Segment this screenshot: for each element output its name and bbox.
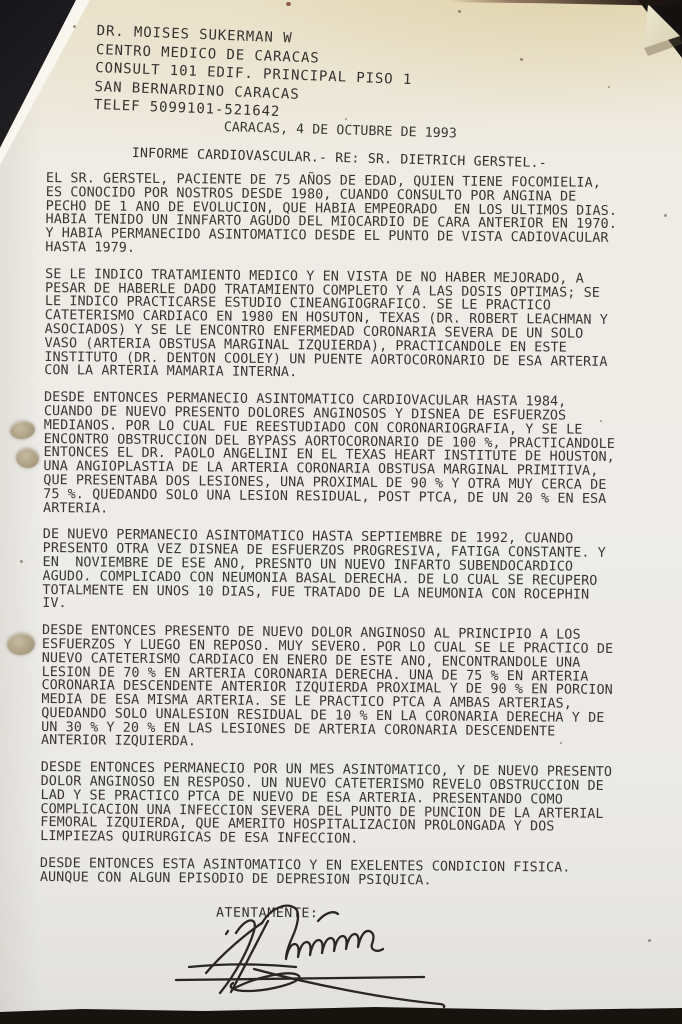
report-paragraph: DESDE ENTONCES ESTA ASINTOMATICO Y EN EXELENTES CONDICION FISICA. AUNQUE CON ALGUN EPISODIO DE DEPRESION PSIQUICA. (39, 856, 571, 889)
report-paragraph: DESDE ENTONCES PERMANECIO ASINTOMATICO CARDIOVACULAR HASTA 1984, CUANDO DE NUEVO PRESENTO DOLORES ANGINOSOS Y DISNEA DE ESFUERZOS MEDIANOS. POR LO CUAL FUE REESTUDIADO CON CORONARIOGRAFIA, Y SE LE ENCONTRO OBSTRUCCION DEL BYPASS AORTOCORONARIO DE 100 %, PRACTICANDOLE ENTONCES EL DR. PAOLO ANGELINI EN EL TEXAS HEART INSTITUTE DE HOUSTON, UNA ANGIOPLASTIA DE LA ARTERIA CORONARIA OBSTUSA MARGINAL PRIMITIVA, QUE PRESENTABA DOS LESIONES, UNA PROXIMAL DE 90 % Y OTRA MUY CERCA DE 75 %. QUEDANDO SOLO UNA LESION RESIDUAL, POST PTCA, DE UN 20 % EN ESA ARTERIA. (43, 390, 616, 517)
paper-speck (560, 742, 562, 744)
paper-speck (345, 118, 347, 120)
signature-short-underline (189, 964, 296, 967)
paper-speck (648, 939, 651, 942)
paper-speck (286, 2, 291, 6)
signature-scribble (160, 900, 460, 1010)
letterhead: DR. MOISES SUKERMAN W CENTRO MEDICO DE CARACAS CONSULT 101 EDIF. PRINCIPAL PISO 1 SAN BERNARDINO CARACAS TELEF 5099101-521642 (93, 22, 413, 121)
paper-speck (664, 214, 667, 217)
paper-speck (600, 420, 602, 422)
date-line: CARACAS, 4 DE OCTUBRE DE 1993 (223, 120, 458, 142)
punch-hole-stain (6, 632, 35, 656)
signature-initial-dot (226, 931, 228, 934)
punch-hole-stain (9, 419, 36, 440)
top-edge-smudge (450, 0, 682, 6)
paper-speck (608, 86, 610, 88)
subject-line: INFORME CARDIOVASCULAR.- RE: SR. DIETRICH GERSTEL.- (131, 146, 548, 172)
report-paragraph: DE NUEVO PERMANECIO ASINTOMATICO HASTA SEPTIEMBRE DE 1992, CUANDO PRESENTO OTRA VEZ DISNEA DE ESFUERZOS PROGRESIVA, FATIGA CONSTANTE. Y EN NOVIEMBRE DE ESE ANO, PRESNTO UN NUEVO INFARTO SUBENDOCARDICO AGUDO. COMPLICADO CON NEUMONIA BASAL DERECHA. DE LO CUAL SE RECUPERO TOTALMENTE EN UNOS 10 DIAS, FUE TRATADO DE LA NEUMONIA CON ROCEPHIN IV. (42, 527, 606, 612)
paper-speck (458, 10, 461, 13)
report-paragraph: EL SR. GERSTEL, PACIENTE DE 75 AÑOS DE EDAD, QUIEN TIENE FOCOMIELIA, ES CONOCIDO POR NOSTROS DESDE 1980, CUANDO CONSULTO POR ANGINA DE PECHO DE 1 ANO DE EVOLUCION, QUE HABIA EMPEORADO EN LOS ULTIMOS DIAS. HABIA TENIDO UN INNFARTO AGUDO DEL MIOCARDIO DE CARA ANTERIOR EN 1970. Y HABIA PERMANECIDO ASINTOMATICO DESDE EL PUNTO DE VISTA CADIOVACULAR HASTA 1979. (45, 171, 618, 256)
signature-oval-loop (231, 973, 300, 991)
signature-flourish (318, 912, 338, 921)
signature-humps (262, 906, 383, 959)
report-paragraph: DESDE ENTONCES PERMANECIO POR UN MES ASINTOMATICO, Y DE NUEVO PRESENTO DOLOR ANGINOSO EN RESPOSO. UN NUEVO CATETERISMO REVELO OBSTRUCCION DE LAD Y SE PRACTICO PTCA DE NUEVO DE ESA ARTERIA. PRESENTANDO COMO COMPLICACION UNA INFECCION SEVERA DEL PUNTO DE PUNCION DE LA ARTERIAL FEMORAL IZQUIERDA, QUE AMERITO HOSPITALIZACION PROLONGADA Y DOS LIMPIEZAS QUIRURGICAS DE ESA INFECCION. (40, 760, 613, 848)
report-body (40, 172, 648, 903)
paper-speck (73, 25, 76, 28)
valediction: ATENTAMENTE: (215, 905, 319, 922)
corner-shadow-top-left (0, 0, 100, 170)
paper-speck (20, 560, 23, 563)
paper-speck (520, 58, 523, 61)
punch-hole-stain (15, 447, 40, 469)
report-paragraph: SE LE INDICO TRATAMIENTO MEDICO Y EN VISTA DE NO HABER MEJORADO, A PESAR DE HABERLE DADO TRATAMIENTO COMPLETO Y A LAS DOSIS OPTIMAS; SE LE INDICO PRACTICARSE ESTUDIO CINEANGIOGRAFICO. SE LE PRACTICO CATETERISMO CARDIACO EN 1980 EN HOSUTON, TEXAS (DR. ROBERT LEACHMAN Y ASOCIADOS) Y SE LE ENCONTRO ENFERMEDAD CORONARIA SEVERA DE UN SOLO VASO (ARTERIA OBSTUSA MARGINAL IZQUIERDA), PRACTICANDOLE EN ESTE INSTITUTO (DR. DENTON COOLEY) UN PUENTE AORTOCORONARIO DE ESA ARTERIA CON LA ARTERIA MAMARIA INTERNA. (44, 266, 608, 381)
report-paragraph: DESDE ENTONCES PRESENTO DE NUEVO DOLOR ANGINOSO AL PRINCIPIO A LOS ESFUERZOS Y LUEGO EN REPOSO. MUY SEVERO. POR LO CUAL SE LE PRACTICO DE NUEVO CATETERISMO CARDIACO EN ENERO DE ESTE ANO, ENCONTRANDOLE UNA LESION DE 70 % EN ARTERIA CORONARIA DERECHA. UNA DE 75 % EN ARTERIA CORONARIA DESCENDENTE ANTERIOR IZQUIERDA PROXIMAL Y DE 90 % EN PORCION MEDIA DE ESA MISMA ARTERIA. SE LE PRACTICO PTCA A AMBAS ARTERIAS, QUEDANDO SOLO UNALESION RESIDUAL DE 10 % EN LA CORONARIA DERECHA Y DE UN 30 % Y 20 % EN LAS LESIONES DE ARTERIA CORONARIA DESCENDENTE ANTERIOR IZQUIERDA. (40, 623, 614, 750)
